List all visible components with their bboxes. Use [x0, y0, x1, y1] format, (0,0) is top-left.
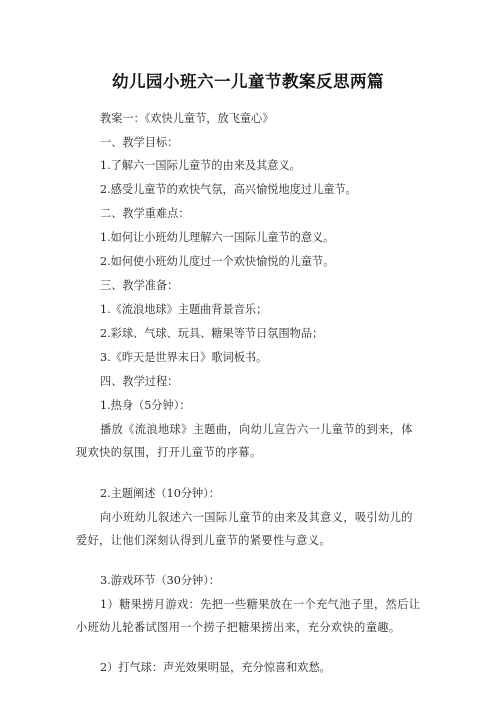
section-heading-process: 四、教学过程：	[100, 375, 179, 388]
process-step-2: 2.主题阐述（10分钟）：	[100, 487, 220, 500]
balloon-game-item: 2）打气球：声光效果明显，充分惊喜和欢愁。	[100, 661, 331, 674]
process-step-1: 1.热身（5分钟）：	[100, 399, 191, 412]
paragraph-candy-game: 1）糖果捞月游戏：先把一些糖果放在一个充气池子里，然后让小班幼儿轮番试图用一个捞子把糖果捞出来，充分欢快的童趣。	[76, 598, 421, 634]
process-step-3: 3.游戏环节（30分钟）：	[100, 574, 220, 587]
key-point-item-1: 1.如何让小班幼儿理解六一国际儿童节的意义。	[100, 231, 335, 244]
document-title: 幼儿园小班六一儿童节教案反思两篇	[112, 72, 384, 91]
section-heading-preparation: 三、教学准备：	[100, 279, 179, 292]
preparation-item-1: 1.《流浪地球》主题曲背景音乐；	[100, 303, 268, 316]
key-point-item-2: 2.如何使小班幼儿度过一个欢快愉悦的儿童节。	[100, 255, 335, 268]
paragraph-warmup: 播放《流浪地球》主题曲，向幼儿宣告六一儿童节的到来，体现欢快的氛围，打开儿童节的序幕。	[76, 423, 413, 459]
goal-item-1: 1.了解六一国际儿童节的由来及其意义。	[100, 159, 301, 172]
section-heading-goals: 一、教学目标：	[100, 136, 179, 149]
goal-item-2: 2.感受儿童节的欢快气氛，高兴愉悦地度过儿童节。	[100, 183, 357, 196]
preparation-item-3: 3.《昨天是世界末日》歌词板书。	[100, 351, 268, 364]
section-heading-key-points: 二、教学重难点：	[100, 207, 190, 220]
paragraph-theme: 向小班幼儿叙述六一国际儿童节的由来及其意义，吸引幼儿的爱好，让他们深刻认得到儿童节的紧要性与意义。	[76, 511, 413, 547]
lesson-heading: 教案一：《欢快儿童节，放飞童心》	[100, 112, 274, 125]
preparation-item-2: 2.彩球、气球、玩具、糖果等节日氛围物品；	[100, 327, 324, 340]
